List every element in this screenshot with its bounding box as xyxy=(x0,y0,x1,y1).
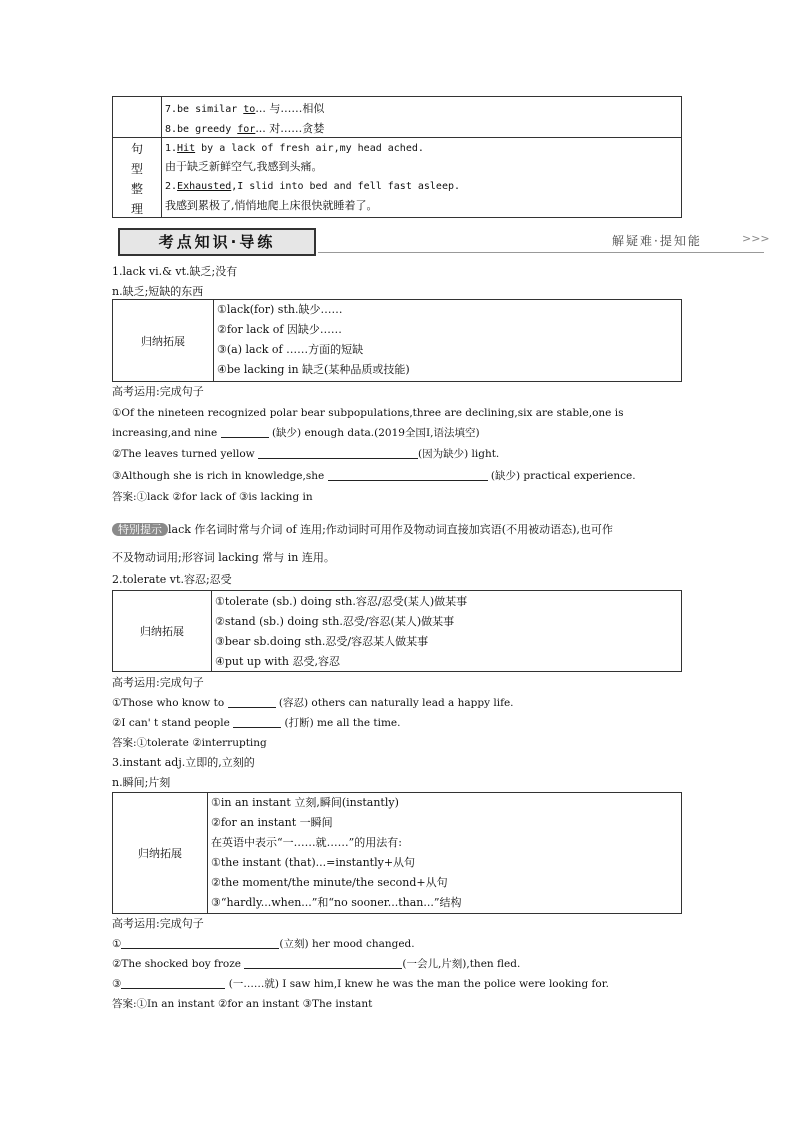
section-label-sentence-patterns: 句 型 整 理 xyxy=(130,142,143,216)
expansion-line: ③(a) lack of ……方面的短缺 xyxy=(217,343,364,356)
expansion-line: ②the moment/the minute/the second+从句 xyxy=(211,876,448,889)
sentence-1-en: 1.Hit by a lack of fresh air,my head ached. xyxy=(165,143,424,154)
box-divider xyxy=(207,793,208,913)
expansion-line: ④put up with 忍受,容忍 xyxy=(215,655,340,668)
section-banner xyxy=(112,228,770,254)
item-1-usage-title: 高考运用:完成句子 xyxy=(112,385,204,398)
item-1-q1-line1: ①Of the nineteen recognized polar bear subpopulations,three are declining,six are stable,one is xyxy=(112,407,624,419)
item-3-expansion-box xyxy=(112,792,682,914)
item-3-answer: 答案:①In an instant ②for an instant ③The instant xyxy=(112,998,373,1010)
expansion-label: 归纳拓展 xyxy=(141,334,185,348)
item-3-subheading: n.瞬间;片刻 xyxy=(112,776,171,789)
item-3-q3: ③ (一……就) I saw him,I knew he was the man the police were looking for. xyxy=(112,978,609,990)
expansion-lines xyxy=(215,592,467,672)
item-2-heading: 2.tolerate vt.容忍;忍受 xyxy=(112,573,232,586)
banner-title: 考点知识·导练 xyxy=(118,228,316,256)
item-3-q2: ②The shocked boy froze (一会儿,片刻),then fled. xyxy=(112,958,521,970)
item-1-q1-line2: increasing,and nine (缺少) enough data.(2019全国Ⅰ,语法填空) xyxy=(112,427,480,439)
sentence-2-zh: 我感到累极了,悄悄地爬上床很快就睡着了。 xyxy=(165,199,378,212)
answer-blank[interactable] xyxy=(121,936,279,949)
top-table xyxy=(112,96,682,218)
special-tip-line2: 不及物动词用;形容词 lacking 常与 in 连用。 xyxy=(112,551,335,564)
top-table-divider-vertical xyxy=(161,97,162,217)
answer-blank[interactable] xyxy=(244,956,402,969)
expansion-line: ①the instant (that)...=instantly+从句 xyxy=(211,856,416,869)
expansion-lines xyxy=(217,300,410,380)
expansion-line: ①tolerate (sb.) doing sth.容忍/忍受(某人)做某事 xyxy=(215,595,468,608)
item-3-heading: 3.instant adj.立即的,立刻的 xyxy=(112,756,255,769)
banner-right-text: 解疑难·提知能 xyxy=(612,234,702,248)
item-1-q2: ②The leaves turned yellow (因为缺少) light. xyxy=(112,448,500,460)
item-2-usage-title: 高考运用:完成句子 xyxy=(112,676,204,689)
expansion-line: ③bear sb.doing sth.忍受/容忍某人做某事 xyxy=(215,635,429,648)
answer-blank[interactable] xyxy=(121,976,225,989)
answer-blank[interactable] xyxy=(328,468,488,481)
expansion-line: ①lack(for) sth.缺少…… xyxy=(217,303,343,316)
expansion-line: ②stand (sb.) doing sth.忍受/容忍(某人)做某事 xyxy=(215,615,455,628)
expansion-line: ②for lack of 因缺少…… xyxy=(217,323,342,336)
item-2-q1: ①Those who know to (容忍) others can naturally lead a happy life. xyxy=(112,697,514,709)
item-1-subheading: n.缺乏;短缺的东西 xyxy=(112,285,204,298)
expansion-line: ①in an instant 立刻,瞬间(instantly) xyxy=(211,796,399,809)
expansion-lines xyxy=(211,793,462,913)
item-1-answer: 答案:①lack ②for lack of ③is lacking in xyxy=(112,491,313,503)
banner-underline xyxy=(318,252,764,253)
answer-blank[interactable] xyxy=(233,715,281,728)
sentence-1-zh: 由于缺乏新鲜空气,我感到头痛。 xyxy=(165,160,323,173)
expansion-label: 归纳拓展 xyxy=(140,625,184,638)
answer-blank[interactable] xyxy=(258,446,418,459)
item-2-expansion-box xyxy=(112,590,682,672)
item-3-usage-title: 高考运用:完成句子 xyxy=(112,917,204,930)
special-tip-badge: 特别提示 xyxy=(112,523,168,536)
chevrons-right-icon: >>> xyxy=(742,232,770,245)
phrase-row-8: 8.be greedy for... 对……贪婪 xyxy=(165,122,325,135)
item-1-expansion-box xyxy=(112,299,682,382)
item-3-q1: ① (立刻) her mood changed. xyxy=(112,938,415,950)
answer-blank[interactable] xyxy=(221,425,269,438)
item-2-q2: ②I can' t stand people (打断) me all the time. xyxy=(112,717,401,729)
item-1-heading: 1.lack vi.& vt.缺乏;没有 xyxy=(112,265,238,278)
expansion-line: ②for an instant 一瞬间 xyxy=(211,816,333,829)
item-2-answer: 答案:①tolerate ②interrupting xyxy=(112,737,267,749)
sentence-2-en: 2.Exhausted,I slid into bed and fell fast asleep. xyxy=(165,181,461,192)
phrase-row-7: 7.be similar to... 与……相似 xyxy=(165,102,325,115)
box-divider xyxy=(213,300,214,381)
box-divider xyxy=(211,591,212,671)
item-1-q3: ③Although she is rich in knowledge,she (缺少) practical experience. xyxy=(112,470,636,482)
expansion-line: ④be lacking in 缺乏(某种品质或技能) xyxy=(217,363,410,376)
answer-blank[interactable] xyxy=(228,695,276,708)
expansion-label: 归纳拓展 xyxy=(138,847,182,860)
expansion-line: ③“hardly...when...”和“no sooner...than...”结构 xyxy=(211,896,462,909)
expansion-line: 在英语中表示“一……就……”的用法有: xyxy=(211,836,402,849)
special-tip: 特别提示 lack 作名词时常与介词 of 连用;作动词时可用作及物动词直接加宾语(不用被动语态),也可作 xyxy=(112,520,613,540)
